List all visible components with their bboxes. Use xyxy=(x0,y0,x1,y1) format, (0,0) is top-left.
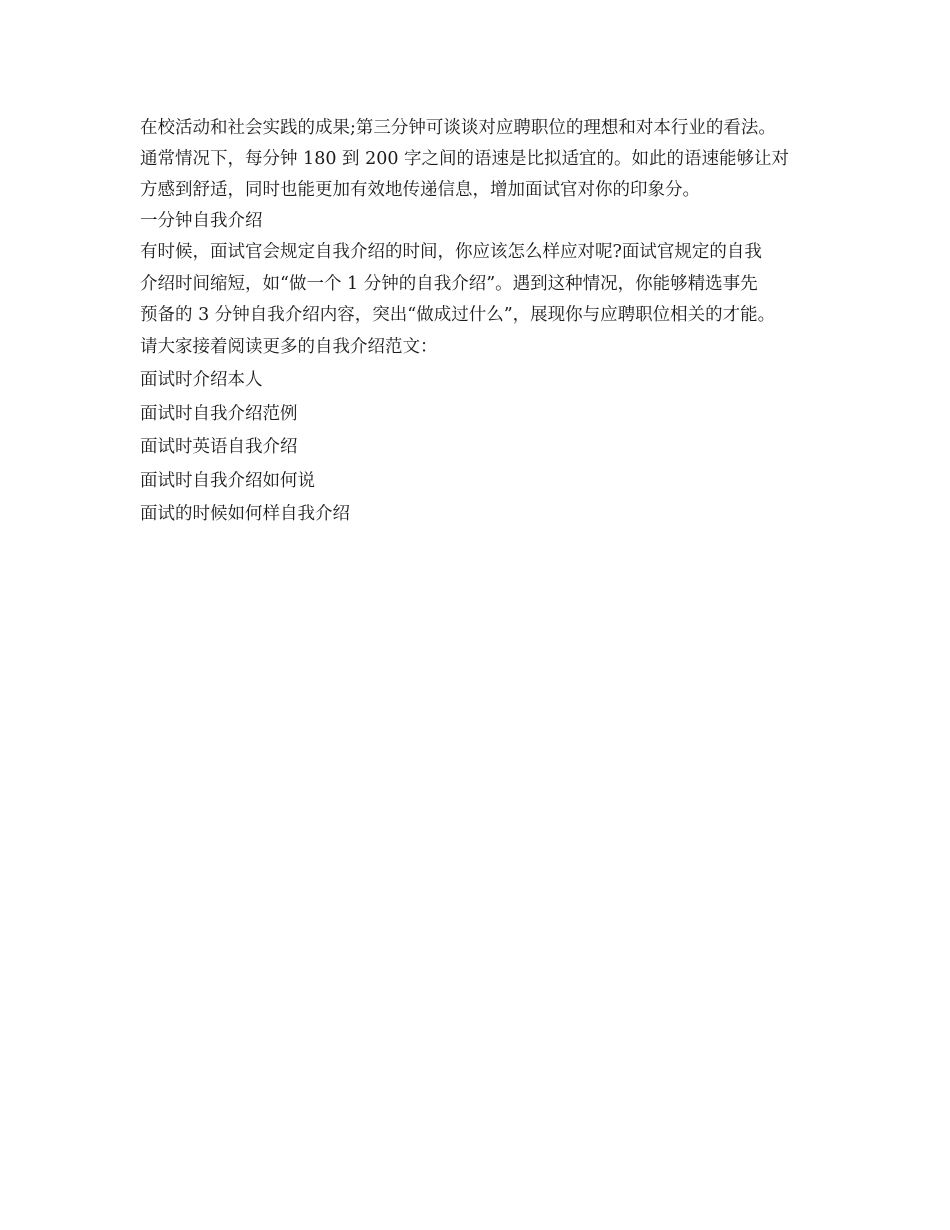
document-body xyxy=(140,114,820,532)
section-heading: 一分钟自我介绍 xyxy=(140,211,263,231)
related-link: 面试时自我介绍范例 xyxy=(140,403,298,424)
section-line: 预备的 3 分钟自我介绍内容，突出“做成过什么”，展现你与应聘职位相关的才能。 xyxy=(140,305,776,325)
section-line: 介绍时间缩短，如“做一个 1 分钟的自我介绍”。遇到这种情况，你能够精选事先 xyxy=(140,274,758,294)
related-link: 面试时介绍本人 xyxy=(140,370,263,390)
section-line: 有时候，面试官会规定自我介绍的时间，你应该怎么样应对呢?面试官规定的自我 xyxy=(140,242,762,262)
related-link: 面试时自我介绍如何说 xyxy=(140,470,315,491)
related-link: 面试的时候如何样自我介绍 xyxy=(140,504,350,524)
intro-line: 在校活动和社会实践的成果;第三分钟可谈谈对应聘职位的理想和对本行业的看法。 xyxy=(140,118,776,138)
intro-line: 方感到舒适，同时也能更加有效地传递信息，增加面试官对你的印象分。 xyxy=(140,180,700,200)
more-reading-label: 请大家接着阅读更多的自我介绍范文： xyxy=(140,337,438,357)
related-link: 面试时英语自我介绍 xyxy=(140,437,298,457)
intro-line: 通常情况下，每分钟 180 到 200 字之间的语速是比拟适宜的。如此的语速能够让对 xyxy=(140,149,790,169)
